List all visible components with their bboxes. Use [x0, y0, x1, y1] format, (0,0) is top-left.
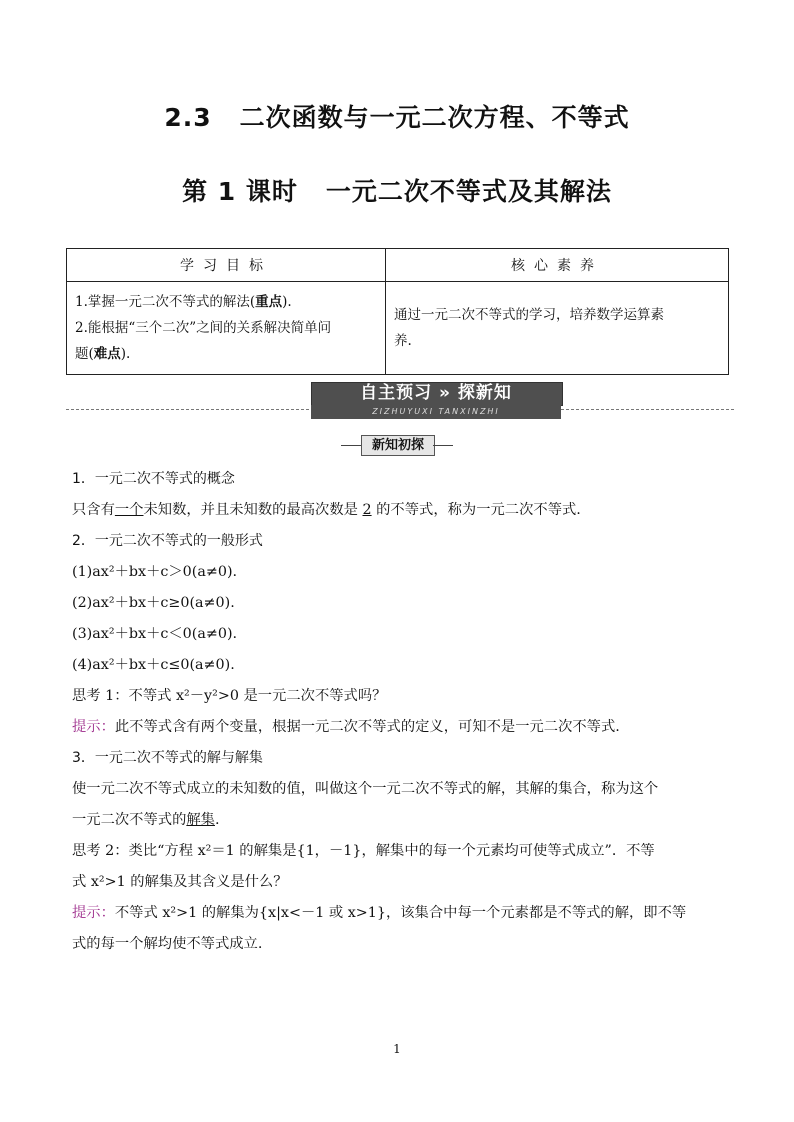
literacy-cell	[386, 282, 729, 375]
banner-pinyin: ZIZHUYUXI TANXINZHI	[311, 405, 561, 419]
lesson-title	[0, 172, 794, 208]
literacy-line-1: 通过一元二次不等式的学习，培养数学运算素	[394, 307, 664, 323]
goals-header: 学习目标	[67, 249, 386, 282]
hint-2-line-1: 提示：不等式 x²>1 的解集为{x|x<－1 或 x>1}，该集合中每一个元素都是不等式的解，即不等	[72, 905, 687, 921]
chevron-right-icon: »	[439, 383, 451, 403]
page-number: 1	[393, 1042, 401, 1056]
goal-2-key: 难点	[93, 346, 121, 362]
s2-title: 2．一元二次不等式的一般形式	[72, 533, 263, 549]
hint-2-line-2: 式的每一个解均使不等式成立.	[72, 936, 263, 952]
hint-2-label: 提示：	[72, 905, 115, 921]
think-2-line-2: 式 x²>1 的解集及其含义是什么？	[72, 874, 288, 890]
section-title	[0, 98, 794, 134]
s1-underline-2: 2	[362, 502, 372, 518]
s1-text: 只含有一个未知数，并且未知数的最高次数是 2 的不等式，称为一元二次不等式.	[72, 502, 581, 518]
s3-underline: 解集	[186, 812, 215, 828]
goals-table	[66, 248, 729, 375]
lesson-number: 第 1 课时	[182, 177, 298, 206]
goal-1: 1.掌握一元二次不等式的解法(重点).	[75, 294, 292, 310]
section-title-text: 二次函数与一元二次方程、不等式	[239, 103, 630, 132]
tag-line-right	[433, 445, 453, 446]
hint-1-label: 提示：	[72, 719, 115, 735]
s3-title: 3．一元二次不等式的解与解集	[72, 750, 263, 766]
form-3: (3)ax²＋bx＋c＜0(a≠0).	[72, 626, 238, 642]
preview-banner	[66, 380, 734, 420]
section-tag	[341, 434, 453, 456]
s3-line-2: 一元二次不等式的解集.	[72, 812, 220, 828]
form-1: (1)ax²＋bx＋c＞0(a≠0).	[72, 564, 238, 580]
tag-label: 新知初探	[361, 435, 435, 456]
form-4: (4)ax²＋bx＋c≤0(a≠0).	[72, 657, 235, 673]
literacy-header: 核心素养	[386, 249, 729, 282]
goal-2-line-2: 题(难点).	[75, 346, 131, 362]
s3-line-1: 使一元二次不等式成立的未知数的值，叫做这个一元二次不等式的解，其解的集合，称为这个	[72, 781, 659, 797]
lesson-title-text: 一元二次不等式及其解法	[325, 177, 612, 206]
tag-line-left	[341, 445, 361, 446]
think-1: 思考 1：不等式 x²－y²>0 是一元二次不等式吗？	[72, 688, 387, 704]
think-2-line-1: 思考 2：类比“方程 x²＝1 的解集是{1，－1}，解集中的每一个元素均可使等式成立”．不等	[72, 843, 655, 859]
section-number: 2.3	[164, 103, 212, 132]
hint-1: 提示：此不等式含有两个变量，根据一元二次不等式的定义，可知不是一元二次不等式.	[72, 719, 620, 735]
s1-underline-1: 一个	[114, 502, 144, 518]
banner-title: 自主预习 » 探新知	[360, 383, 512, 403]
literacy-line-2: 养.	[394, 333, 412, 349]
goals-cell	[67, 282, 386, 375]
form-2: (2)ax²＋bx＋c≥0(a≠0).	[72, 595, 235, 611]
goal-2-line-1: 2.能根据“三个二次”之间的关系解决简单问	[75, 320, 332, 336]
goal-1-key: 重点	[255, 294, 283, 310]
s1-title: 1．一元二次不等式的概念	[72, 471, 235, 487]
